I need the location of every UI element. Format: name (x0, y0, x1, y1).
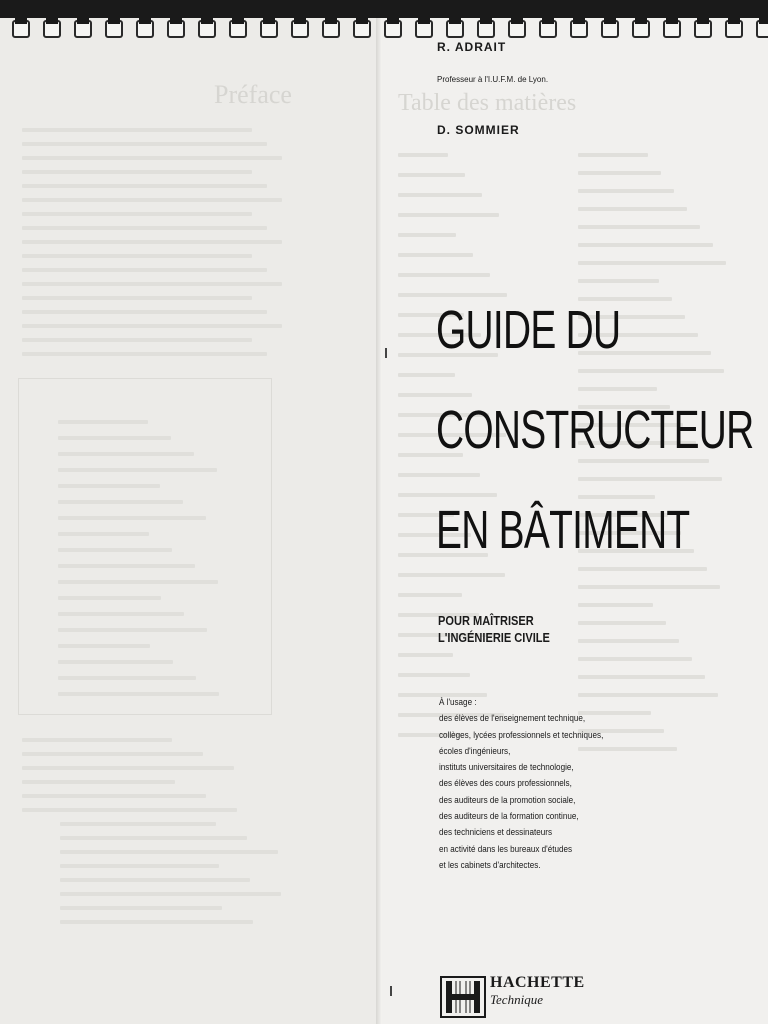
ghost-line (60, 864, 219, 868)
ghost-line (22, 226, 267, 230)
spiral-ring-top (728, 14, 740, 24)
ghost-line (22, 794, 206, 798)
audience-line: en activité dans les bureaux d'études (439, 843, 573, 854)
ghost-line (22, 738, 172, 742)
ghost-line (22, 808, 237, 812)
ghost-line (22, 142, 267, 146)
spiral-ring-top (418, 14, 430, 24)
margin-mark (390, 986, 392, 996)
ghost-line (60, 906, 222, 910)
ghost-line (398, 153, 448, 157)
title-line-1: GUIDE DU (436, 300, 621, 360)
spiral-ring-top (387, 14, 399, 24)
spiral-ring-top (356, 14, 368, 24)
ghost-line (22, 128, 252, 132)
title-line-2: CONSTRUCTEUR (436, 400, 754, 460)
publisher-imprint: Technique (490, 992, 543, 1007)
ghost-line (60, 878, 250, 882)
ghost-line (578, 153, 648, 157)
hachette-logo-icon (440, 976, 486, 1018)
spiral-ring-top (573, 14, 585, 24)
ghost-line (398, 233, 456, 237)
ghost-line (22, 170, 252, 174)
scanned-page (0, 18, 768, 1024)
ghost-line (22, 156, 282, 160)
publisher-name: HACHETTE (490, 974, 585, 991)
spiral-ring-top (294, 14, 306, 24)
spiral-ring-top (170, 14, 182, 24)
spiral-ring-top (139, 14, 151, 24)
ghost-line (22, 310, 267, 314)
ghost-line (578, 603, 653, 607)
ghost-line (60, 920, 253, 924)
ghost-line (398, 253, 473, 257)
spiral-ring-top (604, 14, 616, 24)
audience-line: À l'usage : (439, 697, 477, 707)
ghost-line (60, 836, 247, 840)
page-fold (376, 18, 382, 1024)
ghost-preface-heading: Préface (214, 80, 292, 109)
ghost-line (22, 324, 282, 328)
author-affiliation-1: Professeur à l'I.U.F.M. de Lyon. (437, 75, 549, 84)
ghost-line (578, 243, 713, 247)
ghost-line (578, 189, 674, 193)
margin-mark (385, 348, 387, 358)
spiral-binding (0, 14, 768, 44)
audience-line: instituts universitaires de technologie, (439, 762, 574, 773)
spiral-ring-top (325, 14, 337, 24)
spiral-ring-top (759, 14, 768, 24)
audience-line: des auditeurs de la formation continue, (439, 811, 579, 822)
spiral-ring-top (449, 14, 461, 24)
ghost-line (22, 240, 282, 244)
spiral-ring-top (46, 14, 58, 24)
spiral-ring-top (480, 14, 492, 24)
ghost-line (22, 198, 282, 202)
ghost-line (60, 892, 281, 896)
audience-line: des élèves des cours professionnels, (439, 778, 572, 789)
book-title (436, 280, 754, 580)
ghost-line (578, 225, 700, 229)
spiral-ring-top (635, 14, 647, 24)
spiral-ring-top (511, 14, 523, 24)
ghost-line (22, 352, 267, 356)
spiral-ring-top (542, 14, 554, 24)
subtitle-line-1: POUR MAÎTRISER (438, 613, 534, 628)
ghost-line (22, 780, 175, 784)
ghost-line (22, 184, 267, 188)
ghost-line (22, 752, 203, 756)
ghost-line (398, 673, 470, 677)
ghost-line (22, 212, 252, 216)
spiral-ring-top (201, 14, 213, 24)
spiral-ring-top (15, 14, 27, 24)
ghost-line (578, 657, 692, 661)
ghost-toc-heading: Table des matières (398, 90, 577, 116)
publisher (490, 974, 585, 1008)
ghost-line (398, 213, 499, 217)
ghost-table (18, 378, 272, 715)
ghost-line (578, 621, 666, 625)
ghost-line (60, 822, 216, 826)
ghost-line (22, 296, 252, 300)
ghost-line (398, 193, 482, 197)
spiral-ring-top (77, 14, 89, 24)
ghost-line (578, 207, 687, 211)
spiral-ring-top (232, 14, 244, 24)
subtitle-line-2: L'INGÉNIERIE CIVILE (438, 630, 550, 645)
ghost-line (578, 261, 726, 265)
spiral-ring-top (697, 14, 709, 24)
spiral-ring-top (108, 14, 120, 24)
ghost-line (578, 171, 661, 175)
ghost-line (578, 675, 705, 679)
ghost-line (398, 273, 490, 277)
author-name-1: R. ADRAIT (437, 40, 507, 54)
spiral-ring-top (263, 14, 275, 24)
author-name-2: D. SOMMIER (437, 123, 520, 137)
ghost-line (22, 766, 234, 770)
ghost-line (22, 268, 267, 272)
title-line-3: EN BÂTIMENT (436, 500, 690, 560)
spiral-ring-top (666, 14, 678, 24)
ghost-line (398, 653, 453, 657)
audience-line: des techniciens et dessinateurs (439, 827, 553, 838)
ghost-line (578, 639, 679, 643)
audience-line: collèges, lycées professionnels et techniques, (439, 729, 604, 740)
ghost-line (398, 173, 465, 177)
audience-line: et les cabinets d'architectes. (439, 859, 541, 870)
audience-line: écoles d'ingénieurs, (439, 745, 511, 756)
audience-line: des auditeurs de la promotion sociale, (439, 794, 576, 805)
ghost-line (22, 338, 252, 342)
ghost-line (398, 593, 462, 597)
audience-list (439, 694, 603, 873)
audience-line: des élèves de l'enseignement technique, (439, 713, 586, 724)
ghost-line (578, 585, 720, 589)
ghost-line (22, 254, 252, 258)
ghost-line (22, 282, 282, 286)
book-subtitle (438, 612, 550, 646)
ghost-line (60, 850, 278, 854)
